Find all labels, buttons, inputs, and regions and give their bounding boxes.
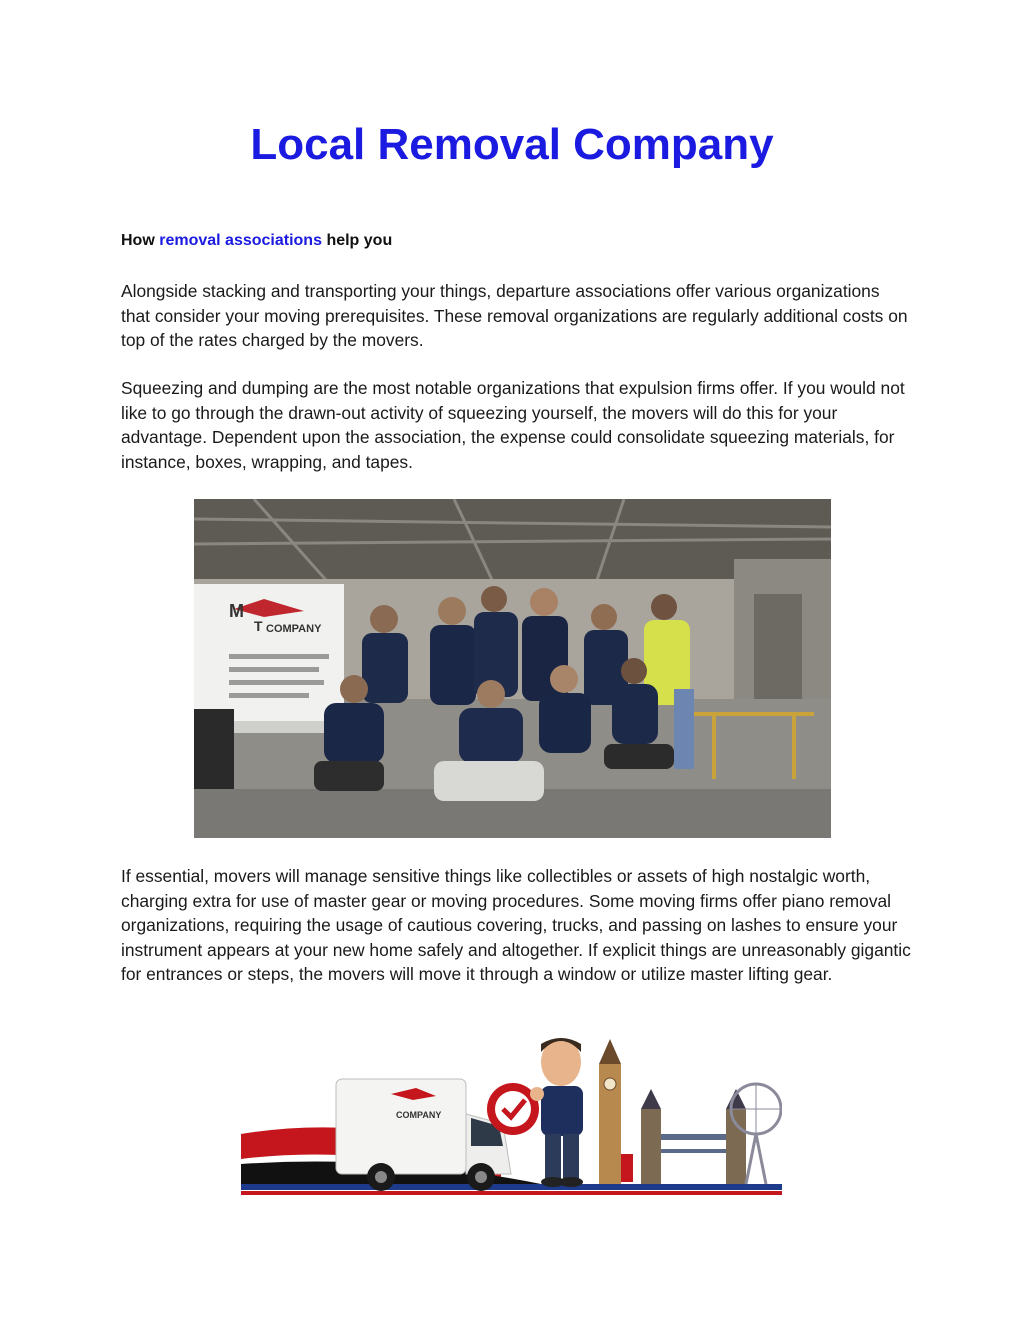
van-logo-word: COMPANY [266,623,322,635]
paragraph-services: Alongside stacking and transporting your things, departure associations offer various organizations that consider your moving prerequisites. These removal organizations are regularly additional costs on top of the rates charged by the movers. [121,281,908,350]
banner-van-brand: COMPANY [396,1110,442,1120]
team-photo [194,499,831,838]
equipment [194,709,234,789]
banner-red-stripe [241,1191,782,1195]
wall-door [754,594,802,699]
van-text-line [229,693,309,698]
van-text-line [229,667,319,672]
paragraph-packing: Squeezing and dumping are the most notable organizations that expulsion firms offer. If you would not like to go through the drawn-out activity of squeezing yourself, the movers will do this for your advantage. Dependent upon the association, the expense could consolidate squeezing materials, for instance, boxes, wrapping, and tapes. [121,378,905,472]
mascot-banner [241,1034,782,1199]
banner-van [336,1079,511,1191]
big-ben-icon [599,1039,621,1184]
van-logo-m: M [229,601,244,621]
phone-box-icon [621,1154,633,1182]
van-logo-t: T [254,618,263,634]
removal-associations-link[interactable]: removal associations [159,232,322,249]
section-heading-suffix: help you [326,232,393,249]
section-heading [121,231,392,251]
van-text-line [229,654,329,659]
page-title: Local Removal Company [250,120,774,169]
paragraph-special-items: If essential, movers will manage sensitive things like collectibles or assets of high nostalgic worth, charging extra for use of master gear or moving procedures. Some moving firms offer piano removal organizations, requiring the usage of cautious covering, trucks, and passing on lashes to ensure your instrument appears at your new home safely and altogether. If explicit things are unreasonably gigantic for entrances or steps, the movers will move it through a window or utilize master lifting gear. [121,866,911,984]
team-photo-illustration [194,499,831,838]
banner-blue-stripe [241,1184,782,1190]
van-text-line [229,680,324,685]
section-heading-prefix: How [121,232,155,249]
banner-illustration [241,1034,782,1199]
